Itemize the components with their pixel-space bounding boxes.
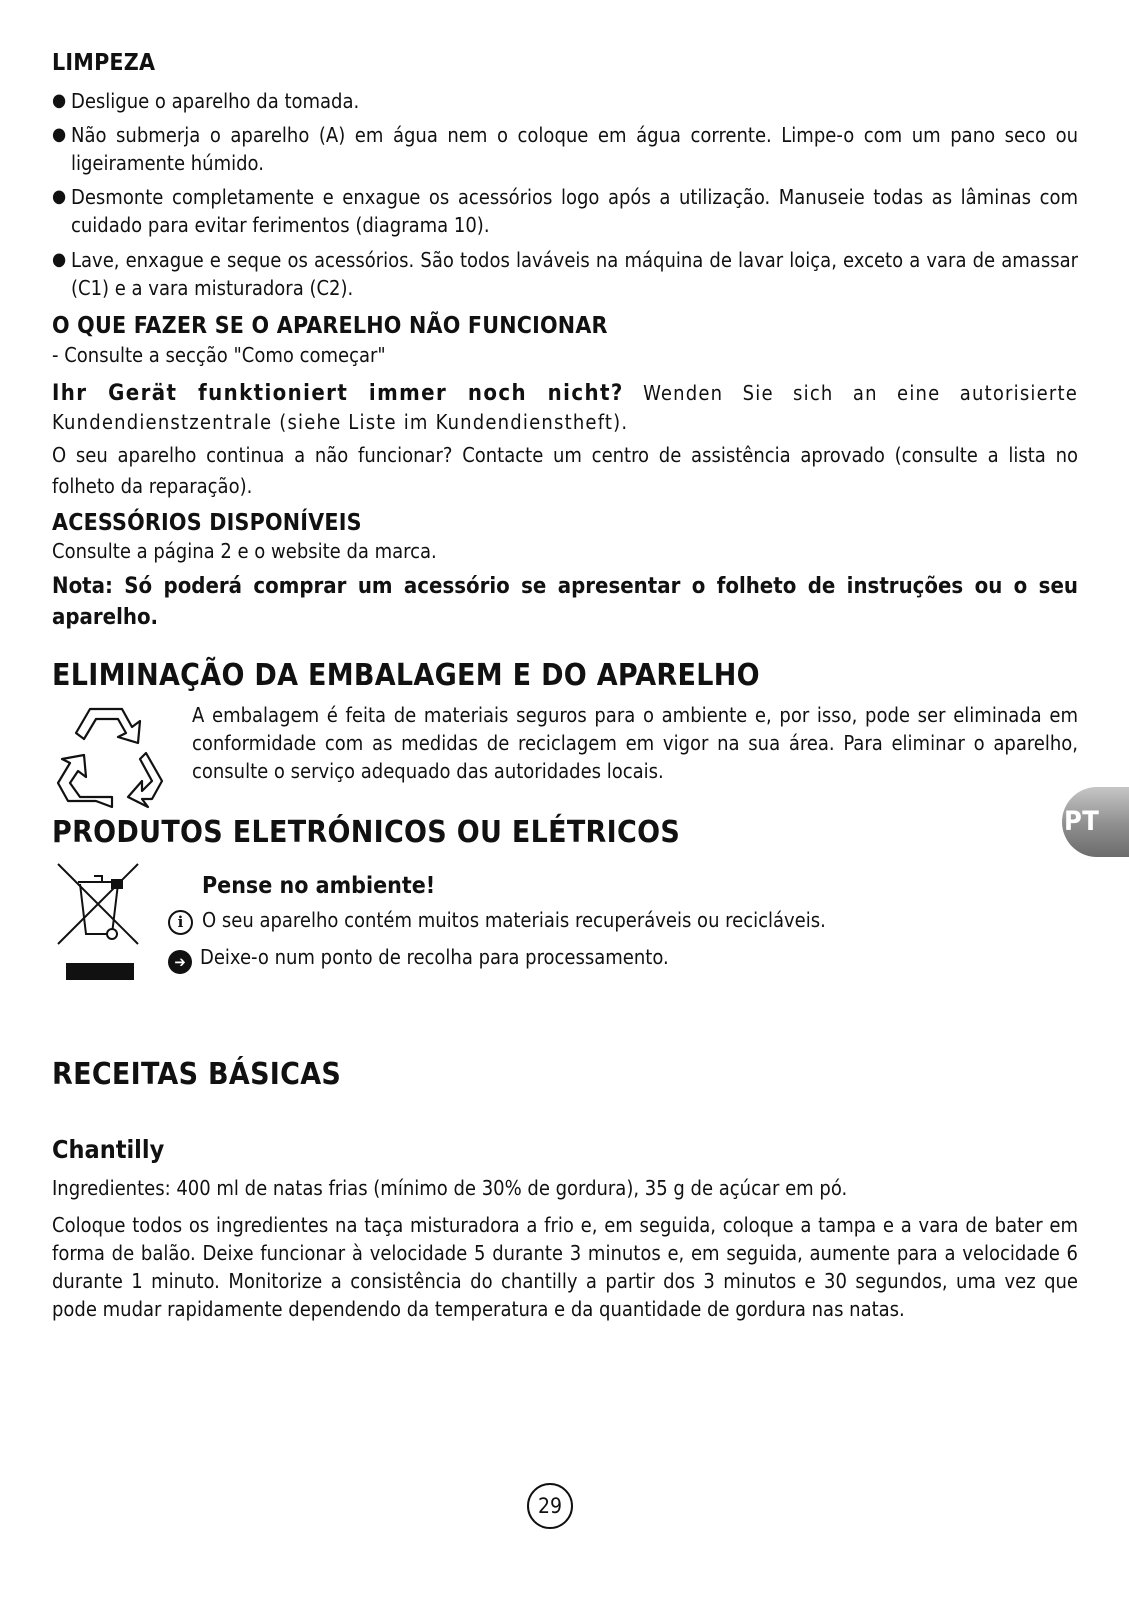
bullet-icon: ● <box>52 249 67 270</box>
list-item: ● Lave, enxague e seque os acessórios. São todos laváveis na máquina de lavar loiça, exceto a vara de amassar (C1) e a vara misturadora (C2). <box>52 248 1078 300</box>
portuguese-paragraph: O seu aparelho continua a não funcionar? Contacte um centro de assistência aprovado (consulte a lista no folheto da reparação). <box>52 443 1078 498</box>
recyclable-materials-note: i O seu aparelho contém muitos materiais recuperáveis ou recicláveis. <box>168 905 826 935</box>
section-title-troubleshooting: O QUE FAZER SE O APARELHO NÃO FUNCIONAR <box>52 313 608 339</box>
crossed-bin-icon <box>56 862 142 982</box>
info-icon: i <box>168 910 193 935</box>
section-title-recipes: RECEITAS BÁSICAS <box>52 1057 342 1092</box>
list-item: ● Desmonte completamente e enxague os acessórios logo após a utilização. Manuseie todas as lâminas com cuidado para evitar ferimentos (diagrama 10). <box>52 185 1078 237</box>
consult-note: - Consulte a secção "Como começar" <box>52 343 386 367</box>
environment-subtitle: Pense no ambiente! <box>202 873 436 899</box>
german-question: Ihr Gerät funktioniert immer noch nicht? <box>52 381 624 406</box>
section-title-accessories: ACESSÓRIOS DISPONÍVEIS <box>52 510 362 536</box>
list-item: ● Desligue o aparelho da tomada. <box>52 89 360 113</box>
bullet-icon: ● <box>52 90 67 111</box>
recipe-method: Coloque todos os ingredientes na taça misturadora a frio e, em seguida, coloque a tampa e a vara de bater em forma de balão. Deixe funcionar à velocidade 5 durante 3 minutos e, em seguida, aumente para a velocidade 6 durante 1 minuto. Monitorize a consistência do chantilly a partir dos 3 minutos e 30 segundos, uma vez que pode mudar rapidamente dependendo da temperatura e da quantidade de gordura nas natas. <box>52 1213 1078 1321</box>
recipe-ingredients: Ingredientes: 400 ml de natas frias (mínimo de 30% de gordura), 35 g de açúcar em pó. <box>52 1176 848 1200</box>
collection-point-note: ➔ Deixe-o num ponto de recolha para processamento. <box>168 942 669 974</box>
german-text: Wenden Sie sich an eine autorisierte Kundendienstzentrale (siehe Liste im Kundendienstheft). <box>52 381 1078 434</box>
section-title-limpeza: LIMPEZA <box>52 50 156 76</box>
section-title-disposal: ELIMINAÇÃO DA EMBALAGEM E DO APARELHO <box>52 658 760 693</box>
page-number: 29 <box>527 1483 573 1529</box>
recipe-title: Chantilly <box>52 1135 165 1164</box>
list-item: ● Não submerja o aparelho (A) em água nem o coloque em água corrente. Limpe-o com um pano seco ou ligeiramente húmido. <box>52 123 1078 175</box>
language-tab: PT <box>1062 787 1129 857</box>
german-paragraph <box>52 379 1078 436</box>
arrow-right-icon: ➔ <box>168 950 192 974</box>
bullet-icon: ● <box>52 124 67 145</box>
bullet-icon: ● <box>52 186 67 207</box>
accessories-note: Nota: Só poderá comprar um acessório se apresentar o folheto de instruções ou o seu aparelho. <box>52 574 1078 630</box>
disposal-text: A embalagem é feita de materiais seguros para o ambiente e, por isso, pode ser eliminada em conformidade com as medidas de reciclagem em vigor na sua área. Para eliminar o aparelho, consulte o serviço adequado das autoridades locais. <box>192 703 1078 783</box>
section-title-electronics: PRODUTOS ELETRÓNICOS OU ELÉTRICOS <box>52 815 681 850</box>
accessories-text: Consulte a página 2 e o website da marca. <box>52 539 437 563</box>
recycle-icon <box>56 703 166 811</box>
